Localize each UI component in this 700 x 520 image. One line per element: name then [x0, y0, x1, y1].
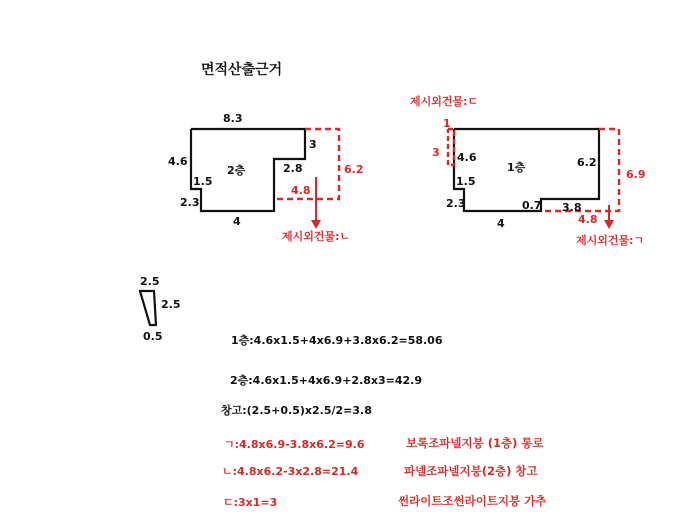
floor1-annex-top-label: 제시외건물:ㄷ	[410, 95, 479, 108]
note-annex-n: 파넬조파넬지붕(2층) 창고	[404, 464, 538, 478]
equation-annex-n: ㄴ:4.8x6.2-3x2.8=21.4	[222, 465, 359, 478]
floor2-dim-red-bottom: 4.8	[291, 184, 311, 197]
floor1-dim-small: 0.7	[522, 199, 542, 212]
equation-floor1: 1층:4.6x1.5+4x6.9+3.8x6.2=58.06	[231, 334, 443, 347]
floor2-annex-arrow-head	[311, 220, 321, 229]
floor2-dim-red-right: 6.2	[344, 163, 364, 176]
floor1-annex-arrow-head	[604, 220, 614, 229]
floor1-dim-red-bottom: 4.8	[578, 213, 598, 226]
storage-trapezoid	[140, 291, 156, 325]
floor1-dim-bottom: 4	[497, 217, 505, 230]
equation-annex-d: ㄷ:3x1=3	[223, 496, 278, 509]
floor1-dim-red-right: 6.9	[626, 168, 646, 181]
floor2-dim-bottom: 4	[233, 215, 241, 228]
floor1-dim-left: 4.6	[457, 151, 477, 164]
trapezoid-dim-top: 2.5	[140, 275, 160, 288]
floor1-dim-step-h: 2.3	[446, 197, 466, 210]
floor2-dim-notch-h: 3	[309, 138, 317, 151]
trapezoid-dim-bottom: 0.5	[143, 330, 163, 343]
floor1-dim-red-left: 3	[432, 146, 440, 159]
floor1-dim-red-top-w: 1	[443, 117, 451, 130]
floor2-dim-top: 8.3	[223, 112, 243, 125]
floor1-dim-step-v: 1.5	[456, 175, 476, 188]
floor1-annex-bottom-label: 제시외건물:ㄱ	[576, 234, 645, 247]
floor2-dim-left: 4.6	[168, 155, 188, 168]
note-annex-g: 보록조파넬지붕 (1층) 통로	[406, 436, 544, 450]
floor1-dim-right: 6.2	[577, 156, 597, 169]
floor1-room-label: 1층	[507, 161, 526, 174]
floor2-room-label: 2층	[227, 164, 246, 177]
floor2-dim-step-v: 1.5	[193, 175, 213, 188]
equation-floor2: 2층:4.6x1.5+4x6.9+2.8x3=42.9	[230, 374, 423, 387]
floor1-annex-left-dashed	[448, 129, 454, 165]
trapezoid-dim-side: 2.5	[161, 298, 181, 311]
floor1-dim-small-h: 3.8	[562, 201, 582, 214]
equation-annex-g: ㄱ:4.8x6.9-3.8x6.2=9.6	[224, 438, 365, 451]
floor2-dim-step-h: 2.3	[180, 196, 200, 209]
page-title: 면적산출근거	[201, 62, 283, 78]
floor2-dim-notch-w: 2.8	[283, 162, 303, 175]
floor2-annex-label: 제시외건물:ㄴ	[282, 230, 351, 243]
equation-storage: 창고:(2.5+0.5)x2.5/2=3.8	[221, 404, 372, 417]
note-annex-d: 썬라이트조썬라이트지붕 가추	[398, 494, 547, 508]
